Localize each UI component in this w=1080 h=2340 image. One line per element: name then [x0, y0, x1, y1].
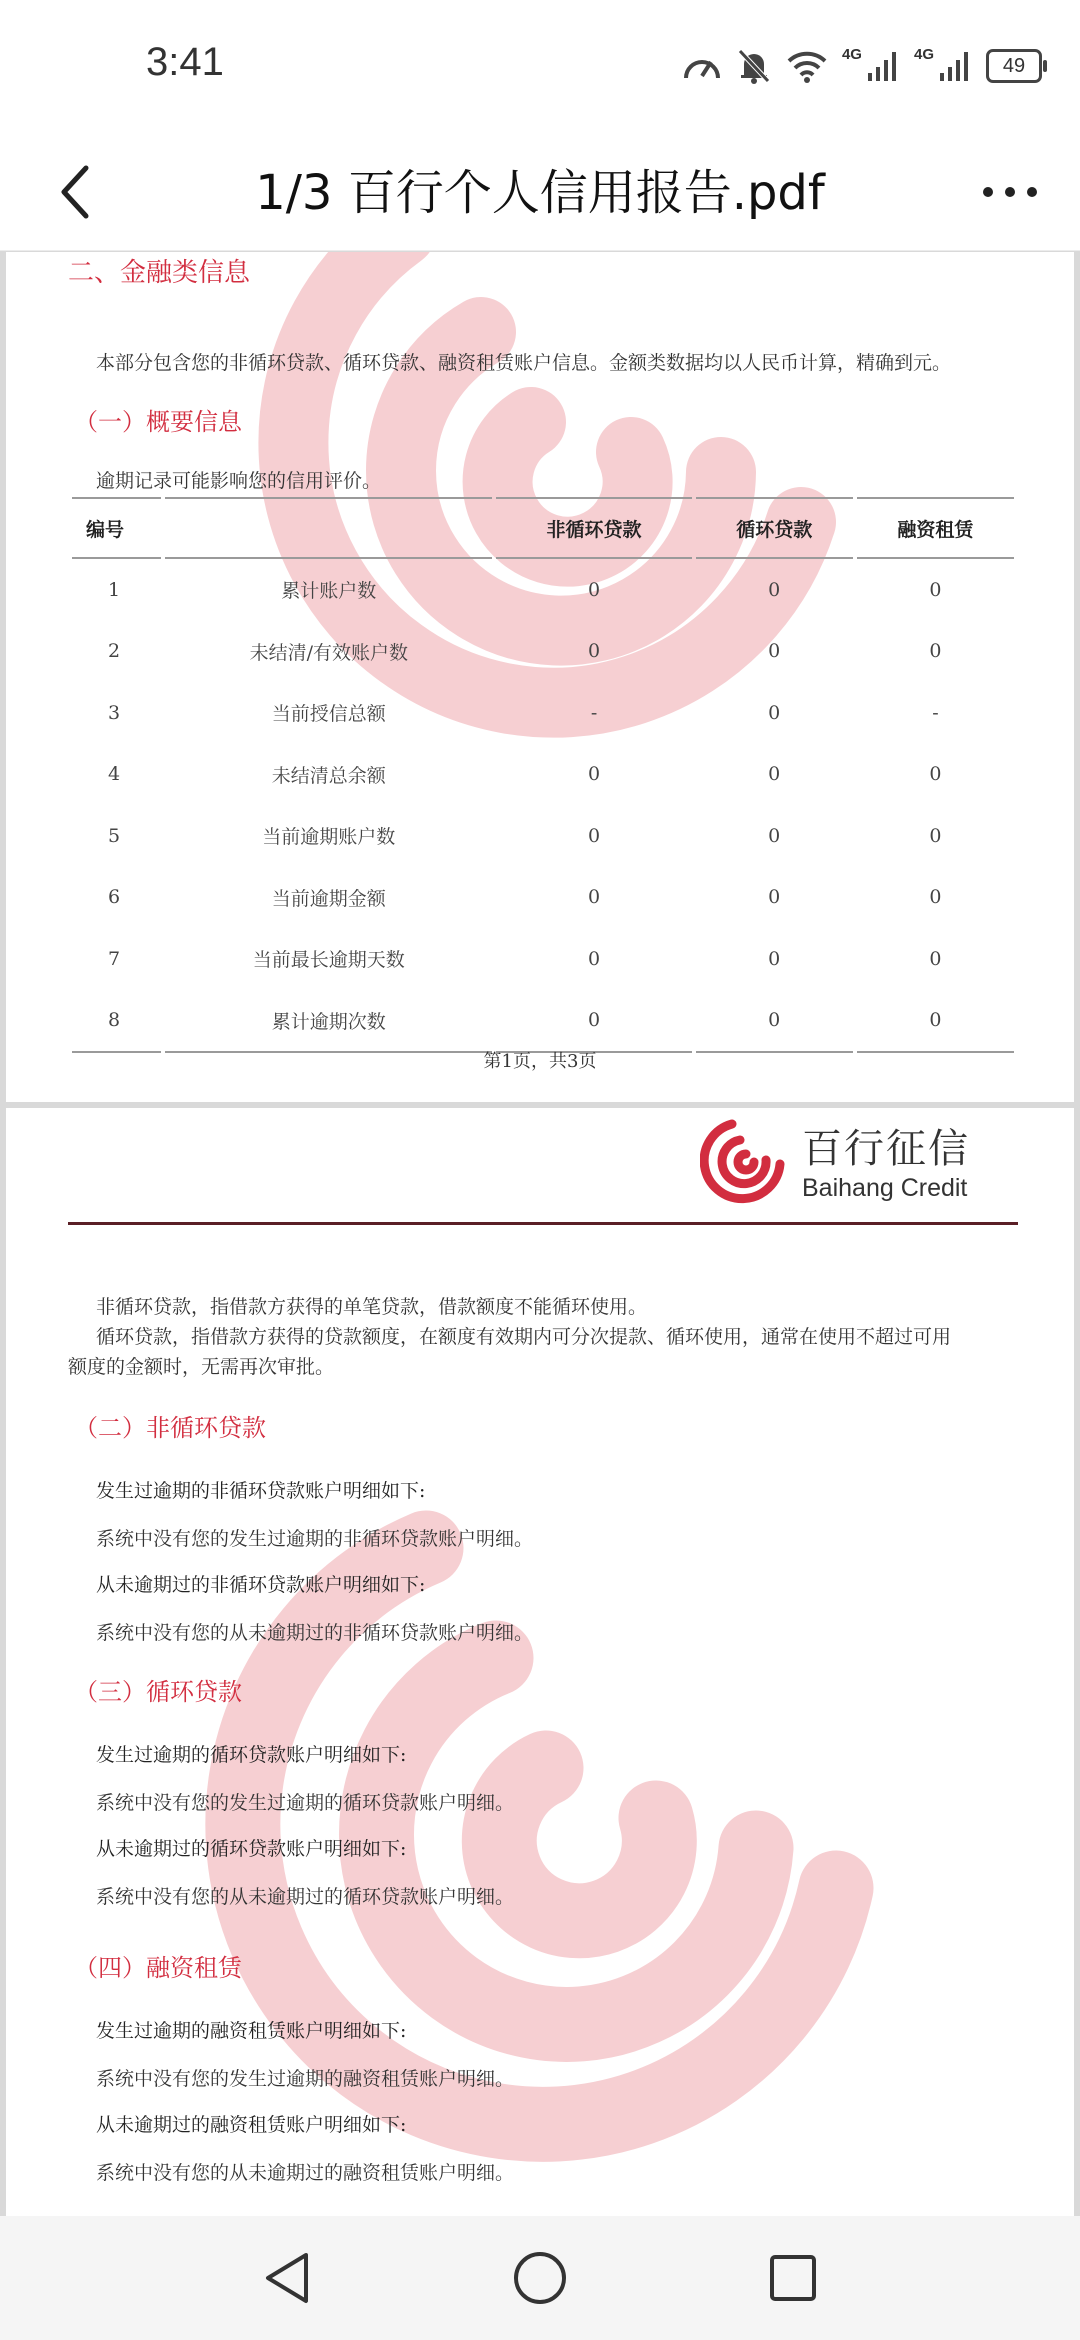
table-row [72, 990, 1014, 1054]
status-icons [682, 44, 1042, 88]
table-cell: 0 [929, 947, 942, 970]
table-cell: 3 [108, 701, 121, 724]
never-overdue-label: 从未逾期过的非循环贷款账户明细如下: [96, 1574, 426, 1596]
table-cell: 0 [768, 640, 781, 663]
table-cell: - [590, 701, 598, 724]
table-cell: 0 [929, 824, 942, 847]
table-cell: 2 [108, 640, 121, 663]
more-options-button[interactable] [970, 152, 1050, 232]
table-header: 非循环贷款 [496, 497, 691, 559]
table-cell: 7 [108, 947, 121, 970]
table-cell: 1 [108, 578, 121, 601]
nav-home-button[interactable] [500, 2238, 580, 2318]
wifi-icon [786, 49, 828, 83]
overdue-label: 发生过逾期的融资租赁账户明细如下: [96, 2020, 407, 2042]
table-cell: 当前授信总额 [271, 703, 386, 726]
section-title: 二、金融类信息 [68, 258, 251, 288]
overdue-text: 系统中没有您的发生过逾期的融资租赁账户明细。 [96, 2068, 515, 2090]
table-cell: 0 [857, 990, 1014, 1054]
never-overdue-label: 从未逾期过的融资租赁账户明细如下: [96, 2114, 407, 2136]
table-cell: 0 [587, 886, 601, 909]
section-intro: 本部分包含您的非循环贷款、循环贷款、融资租赁账户信息。金额类数据均以人民币计算，精确到元。 [96, 352, 952, 374]
table-header: 融资租赁 [857, 497, 1014, 559]
status-bar [0, 0, 1080, 130]
never-overdue-text: 系统中没有您的从未逾期过的非循环贷款账户明细。 [96, 1622, 534, 1644]
table-cell: 4 [108, 763, 121, 786]
overdue-label: 发生过逾期的循环贷款账户明细如下: [96, 1744, 407, 1766]
overdue-text: 系统中没有您的发生过逾期的非循环贷款账户明细。 [96, 1528, 534, 1550]
signal-4g-icon [866, 49, 900, 83]
speed-icon [682, 48, 722, 84]
table-cell: 0 [587, 640, 601, 663]
table-header-row [72, 497, 1014, 559]
table-cell: 当前最长逾期天数 [252, 949, 405, 972]
summary-table [68, 497, 1018, 1053]
square-recents-icon [768, 2253, 818, 2303]
baihang-logo-icon [700, 1116, 788, 1204]
section-title: （四）融资租赁 [74, 1954, 242, 1982]
table-row [72, 928, 1014, 990]
definition-text: 额度的金额时，无需再次审批。 [68, 1356, 335, 1378]
table-header: 循环贷款 [696, 497, 853, 559]
logo-text-en: Baihang Credit [802, 1174, 968, 1202]
battery-indicator: 49 [986, 49, 1042, 83]
header-divider [68, 1222, 1018, 1225]
table-cell: 0 [929, 886, 942, 909]
definition-text: 非循环贷款，指借款方获得的单笔贷款，借款额度不能循环使用。 [96, 1296, 648, 1318]
table-cell: 当前逾期金额 [271, 887, 386, 910]
table-cell: 累计账户数 [281, 580, 377, 603]
table-cell: 0 [587, 578, 601, 601]
table-cell: 累计逾期次数 [165, 990, 492, 1054]
table-header: 编号 [72, 497, 161, 559]
overdue-label: 发生过逾期的非循环贷款账户明细如下: [96, 1480, 426, 1502]
table-cell: 0 [929, 763, 942, 786]
table-cell: 0 [768, 824, 781, 847]
net-type-label: 4G [841, 45, 862, 63]
table-row [72, 805, 1014, 867]
table-note: 逾期记录可能影响您的信用评价。 [96, 470, 382, 492]
section-title: （三）循环贷款 [74, 1678, 242, 1706]
table-cell: 0 [768, 886, 781, 909]
triangle-back-icon [262, 2251, 312, 2305]
system-nav-bar [0, 2216, 1080, 2340]
never-overdue-text: 系统中没有您的从未逾期过的循环贷款账户明细。 [96, 1886, 515, 1908]
never-overdue-text: 系统中没有您的从未逾期过的融资租赁账户明细。 [96, 2162, 515, 2184]
nav-back-button[interactable] [247, 2238, 327, 2318]
table-cell: 0 [768, 578, 781, 601]
table-cell: 0 [587, 824, 601, 847]
table-cell: 5 [108, 824, 121, 847]
table-row [72, 744, 1014, 806]
table-cell: 6 [108, 886, 121, 909]
overdue-text: 系统中没有您的发生过逾期的循环贷款账户明细。 [96, 1792, 515, 1814]
table-cell: 0 [496, 990, 691, 1054]
table-row [72, 867, 1014, 929]
section-title: （二）非循环贷款 [74, 1414, 266, 1442]
table-cell: 0 [587, 763, 601, 786]
page-number: 第1页，共3页 [483, 1051, 597, 1072]
table-cell: 未结清/有效账户数 [249, 641, 408, 664]
baihang-logo [700, 1116, 970, 1204]
table-cell: 当前逾期账户数 [262, 826, 396, 849]
mute-bell-icon [736, 47, 772, 85]
circle-home-icon [512, 2250, 568, 2306]
status-time: 3:41 [146, 40, 224, 84]
document-title: 1/3 百行个人信用报告.pdf [255, 165, 825, 221]
table-row [72, 621, 1014, 683]
table-cell: 0 [587, 947, 601, 970]
table-cell: 8 [72, 990, 161, 1054]
never-overdue-label: 从未逾期过的循环贷款账户明细如下: [96, 1838, 407, 1860]
signal-4g-icon [938, 49, 972, 83]
table-header [165, 497, 492, 559]
pdf-page-1[interactable] [6, 252, 1074, 1102]
net-type-label: 4G [913, 45, 934, 63]
definition-text: 循环贷款，指借款方获得的贷款额度，在额度有效期内可分次提款、循环使用，通常在使用不超过可用 [96, 1326, 952, 1348]
table-row [72, 559, 1014, 621]
table-cell: 0 [929, 640, 942, 663]
app-bar [0, 130, 1080, 251]
table-cell: - [932, 701, 939, 724]
more-horizontal-icon [980, 184, 1040, 200]
table-cell: 0 [929, 578, 942, 601]
pdf-page-2[interactable] [6, 1108, 1074, 2216]
nav-recents-button[interactable] [753, 2238, 833, 2318]
logo-text-zh: 百行征信 [802, 1126, 970, 1172]
table-cell: 0 [696, 990, 853, 1054]
table-row [72, 682, 1014, 744]
subsection-title: （一）概要信息 [74, 408, 242, 436]
table-cell: 0 [768, 947, 781, 970]
table-cell: 0 [768, 701, 781, 724]
table-cell: 未结清总余额 [271, 764, 386, 787]
table-cell: 0 [768, 763, 781, 786]
